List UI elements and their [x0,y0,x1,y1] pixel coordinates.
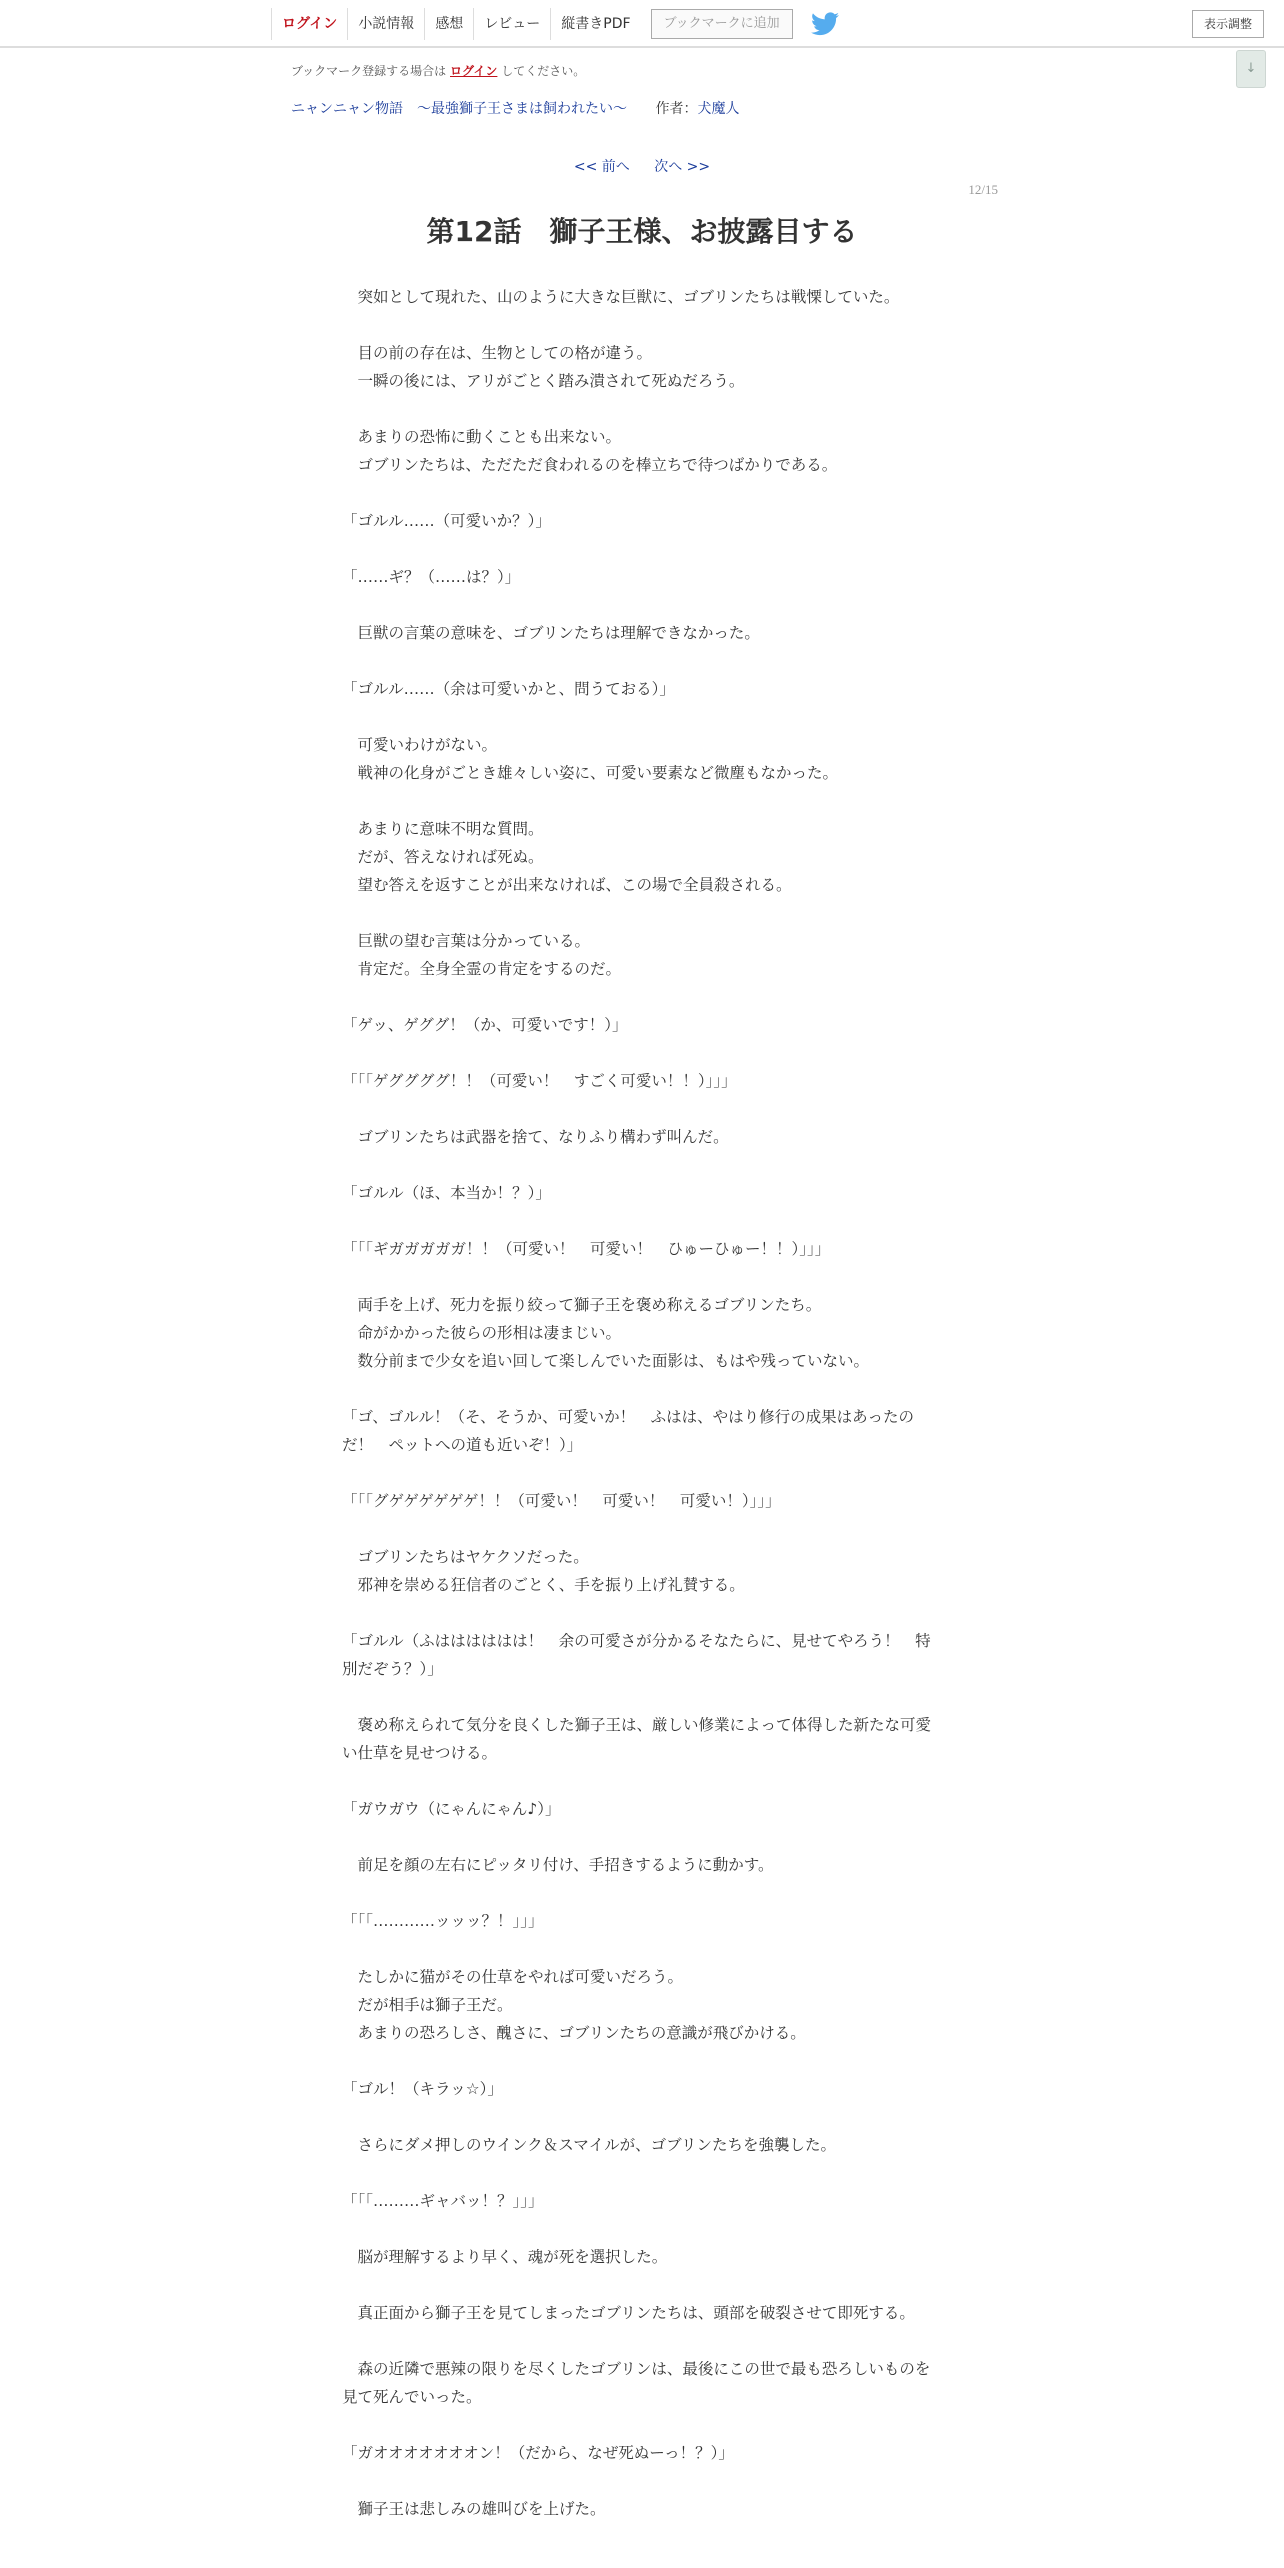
author-label: 作者： [655,101,698,117]
novel-paragraph: 可愛いわけがない。 [342,736,498,754]
novel-paragraph [342,1207,942,1235]
novel-paragraph: 「……ギ？（……は？）」 [342,568,521,586]
novel-paragraph: 巨獣の望む言葉は分かっている。 [342,932,591,950]
novel-paragraph: 獅子王は悲しみの雄叫びを上げた。 [342,2500,606,2518]
novel-paragraph [342,1375,942,1403]
novel-paragraph [342,1459,942,1487]
login-notice-link[interactable]: ログイン [450,64,498,78]
nav-novel-info[interactable]: 小説情報 [347,8,424,40]
novel-paragraph [342,311,942,339]
novel-paragraph: 「「「…………ッッッ？！」」」 [342,1912,544,1930]
novel-paragraph: 「ゲッ、ゲググ！（か、可愛いです！）」 [342,1016,628,1034]
novel-paragraph [342,1935,942,1963]
login-notice-prefix: ブックマーク登録する場合は [291,64,447,78]
novel-paragraph: 「「「グゲゲゲゲゲゲ！！（可愛い！ 可愛い！ 可愛い！）」」」 [342,1492,781,1510]
nav-login[interactable]: ログイン [271,8,347,40]
novel-paragraph [342,2103,942,2131]
chapter-number: 12/15 [968,182,998,197]
novel-paragraph [342,1515,942,1543]
novel-paragraph: あまりの恐ろしさ、醜さに、ゴブリンたちの意識が飛びかける。 [342,2024,806,2042]
novel-paragraph: 肯定だ。全身全霊の肯定をするのだ。 [342,960,622,978]
display-settings-button[interactable]: 表示調整 [1192,10,1264,38]
novel-paragraph [342,535,942,563]
novel-paragraph [342,2215,942,2243]
novel-paragraph [342,1823,942,1851]
novel-paragraph: 「ガオオオオオオオン！（だから、なぜ死ぬーっ！？）」 [342,2444,734,2462]
novel-paragraph: 「「「………ギャバッ！？」」」 [342,2192,544,2210]
novel-paragraph: 森の近隣で悪辣の限りを尽くしたゴブリンは、最後にこの世で最も恐ろしいものを見て死んでいった。 [342,2360,931,2406]
novel-paragraph: 「ゴ、ゴルル！（そ、そうか、可愛いか！ ふはは、やはり修行の成果はあったのだ！ ペットへの道も近いぞ！）」 [342,1408,915,1454]
nav-impressions[interactable]: 感想 [424,8,473,40]
nav-bar [271,7,839,41]
novel-paragraph: ゴブリンたちは、ただただ食われるのを棒立ちで待つばかりである。 [342,456,838,474]
novel-paragraph: 両手を上げ、死力を振り絞って獅子王を褒め称えるゴブリンたち。 [342,1296,822,1314]
novel-paragraph [342,591,942,619]
novel-paragraph: だが相手は獅子王だ。 [342,1996,513,2014]
login-notice [291,62,585,79]
site-header [0,0,1284,48]
novel-paragraph: 命がかかった彼らの形相は凄まじい。 [342,1324,622,1342]
novel-paragraph [342,1767,942,1795]
novel-paragraph: 邪神を崇める狂信者のごとく、手を振り上げ礼賛する。 [342,1576,745,1594]
novel-paragraph [342,1095,942,1123]
chapter-pager [0,156,1284,176]
novel-paragraph [342,479,942,507]
novel-body [342,283,942,2523]
novel-paragraph: 「ゴルル（ふはははははは！ 余の可愛さが分かるそなたらに、見せてやろう！ 特別だぞう？）」 [342,1632,931,1678]
novel-paragraph: さらにダメ押しのウインク＆スマイルが、ゴブリンたちを強襲した。 [342,2136,836,2154]
novel-paragraph: あまりに意味不明な質問。 [342,820,544,838]
novel-paragraph: 前足を顔の左右にピッタリ付け、手招きするように動かす。 [342,1856,774,1874]
novel-paragraph: ゴブリンたちは武器を捨て、なりふり構わず叫んだ。 [342,1128,729,1146]
nav-review[interactable]: レビュー [473,8,550,40]
novel-paragraph [342,2327,942,2355]
novel-paragraph: 脳が理解するより早く、魂が死を選択した。 [342,2248,668,2266]
novel-paragraph [342,647,942,675]
novel-paragraph [342,2411,942,2439]
login-notice-suffix: してください。 [501,64,586,78]
novel-paragraph [342,2271,942,2299]
novel-paragraph: 戦神の化身がごとき雄々しい姿に、可愛い要素など微塵もなかった。 [342,764,839,782]
novel-paragraph: 真正面から獅子王を見てしまったゴブリンたちは、頭部を破裂させて即死する。 [342,2304,915,2322]
add-bookmark-button[interactable]: ブックマークに追加 [651,9,793,39]
novel-paragraph [342,1263,942,1291]
novel-paragraph [342,1039,942,1067]
twitter-icon[interactable] [811,12,839,36]
novel-paragraph [342,703,942,731]
novel-paragraph [342,2047,942,2075]
prev-chapter-link[interactable]: << 前へ [573,159,630,175]
novel-paragraph [342,899,942,927]
novel-paragraph: 「ゴル！（キラッ☆）」 [342,2080,503,2098]
novel-paragraph [342,1151,942,1179]
novel-paragraph: 「「「ゲググググ！！（可愛い！ すごく可愛い！！）」」」 [342,1072,737,1090]
chapter-title: 第12話 獅子王様、お披露目する [426,215,858,248]
novel-paragraph: ゴブリンたちはヤケクソだった。 [342,1548,589,1566]
novel-paragraph [342,983,942,1011]
novel-paragraph: 突如として現れた、山のように大きな巨獣に、ゴブリンたちは戦慄していた。 [342,288,900,306]
series-title-link[interactable]: ニャンニャン物語 ～最強獅子王さまは飼われたい～ [291,101,627,117]
novel-paragraph [342,2159,942,2187]
novel-paragraph [342,787,942,815]
series-info [291,98,739,118]
novel-paragraph [342,395,942,423]
novel-paragraph: 「ゴルル……（余は可愛いかと、問うておる）」 [342,680,675,698]
novel-paragraph [342,1599,942,1627]
novel-paragraph: あまりの恐怖に動くことも出来ない。 [342,428,622,446]
novel-paragraph [342,1879,942,1907]
novel-paragraph: 巨獣の言葉の意味を、ゴブリンたちは理解できなかった。 [342,624,760,642]
novel-paragraph: だが、答えなければ死ぬ。 [342,848,544,866]
novel-paragraph: 望む答えを返すことが出来なければ、この場で全員殺される。 [342,876,792,894]
novel-paragraph: 「「「ギガガガガガ！！（可愛い！ 可愛い！ ひゅーひゅー！！）」」」 [342,1240,831,1258]
novel-paragraph: 「ゴルル（ほ、本当か！？）」 [342,1184,551,1202]
novel-paragraph: 数分前まで少女を追い回して楽しんでいた面影は、もはや残っていない。 [342,1352,870,1370]
nav-vertical-pdf[interactable]: 縦書きPDF [550,8,640,40]
novel-paragraph: 「ガウガウ（にゃんにゃん♪）」 [342,1800,561,1818]
novel-paragraph [342,2467,942,2495]
novel-paragraph: たしかに猫がその仕草をやれば可愛いだろう。 [342,1968,684,1986]
scroll-down-button[interactable]: ↓ [1236,50,1266,88]
novel-paragraph: 一瞬の後には、アリがごとく踏み潰されて死ぬだろう。 [342,372,745,390]
next-chapter-link[interactable]: 次へ >> [654,159,711,175]
novel-paragraph: 「ゴルル……（可愛いか？）」 [342,512,551,530]
novel-paragraph: 目の前の存在は、生物としての格が違う。 [342,344,653,362]
author-link[interactable]: 犬魔人 [697,101,740,117]
novel-paragraph [342,1683,942,1711]
novel-paragraph: 褒め称えられて気分を良くした獅子王は、厳しい修業によって体得した新たな可愛い仕草を見せつける。 [342,1716,932,1762]
